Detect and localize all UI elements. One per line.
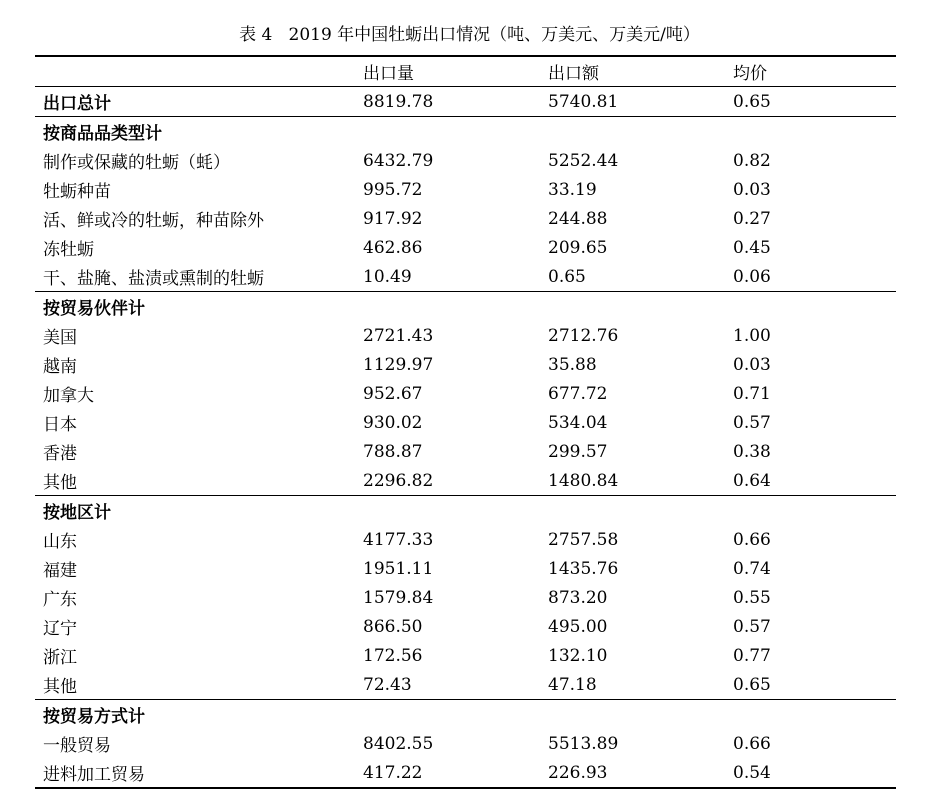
row-label: 浙江 [43, 648, 77, 668]
row-volume: 995.72 [363, 179, 423, 200]
row-value: 2712.76 [548, 325, 619, 346]
section-header [35, 700, 896, 730]
row-price: 0.06 [733, 266, 771, 287]
row-label: 一般贸易 [43, 736, 111, 756]
section-title: 按地区计 [43, 503, 111, 523]
row-price: 0.65 [733, 91, 771, 112]
row-price: 0.27 [733, 208, 771, 229]
row-value: 47.18 [548, 674, 597, 695]
header-category [35, 56, 363, 87]
row-value: 5513.89 [548, 733, 619, 754]
row-price: 0.65 [733, 674, 771, 695]
row-label: 冻牡蛎 [43, 240, 94, 260]
row-volume: 462.86 [363, 237, 423, 258]
row-value: 226.93 [548, 762, 608, 783]
row-volume: 1579.84 [363, 587, 434, 608]
row-value: 0.65 [548, 266, 586, 287]
row-value: 534.04 [548, 412, 608, 433]
row-value: 5252.44 [548, 150, 619, 171]
row-price: 0.54 [733, 762, 771, 783]
row-value: 33.19 [548, 179, 597, 200]
row-label: 其他 [43, 677, 77, 697]
row-price: 0.03 [733, 354, 771, 375]
row-label: 干、盐腌、盐渍或熏制的牡蛎 [43, 269, 264, 289]
table-row [35, 146, 896, 175]
row-volume: 2296.82 [363, 470, 434, 491]
header-row [35, 56, 896, 87]
table-row [35, 641, 896, 670]
section-title: 按商品品类型计 [43, 124, 162, 144]
table-row [35, 466, 896, 496]
row-price: 0.45 [733, 237, 771, 258]
row-volume: 1951.11 [363, 558, 434, 579]
table-body [35, 87, 896, 789]
row-price: 0.66 [733, 529, 771, 550]
row-volume: 866.50 [363, 616, 423, 637]
row-volume: 8819.78 [363, 91, 434, 112]
table-row [35, 612, 896, 641]
row-label: 福建 [43, 561, 77, 581]
table-row [35, 321, 896, 350]
row-label: 其他 [43, 473, 77, 493]
row-value: 5740.81 [548, 91, 619, 112]
row-value: 1435.76 [548, 558, 619, 579]
row-price: 1.00 [733, 325, 771, 346]
table-row [35, 408, 896, 437]
row-volume: 72.43 [363, 674, 412, 695]
row-label: 广东 [43, 590, 77, 610]
section-header [35, 292, 896, 322]
row-volume: 172.56 [363, 645, 423, 666]
row-price: 0.64 [733, 470, 771, 491]
row-price: 0.77 [733, 645, 771, 666]
row-label: 制作或保藏的牡蛎（蚝） [43, 153, 230, 173]
row-volume: 2721.43 [363, 325, 434, 346]
row-price: 0.66 [733, 733, 771, 754]
table-row [35, 758, 896, 788]
row-label: 牡蛎种苗 [43, 182, 111, 202]
row-volume: 8402.55 [363, 733, 434, 754]
row-value: 132.10 [548, 645, 608, 666]
row-value: 35.88 [548, 354, 597, 375]
row-price: 0.57 [733, 616, 771, 637]
row-volume: 10.49 [363, 266, 412, 287]
table-row [35, 670, 896, 700]
row-volume: 1129.97 [363, 354, 434, 375]
row-volume: 930.02 [363, 412, 423, 433]
section-title: 按贸易方式计 [43, 707, 145, 727]
total-row [35, 87, 896, 117]
row-price: 0.03 [733, 179, 771, 200]
table-row [35, 554, 896, 583]
row-label: 日本 [43, 415, 77, 435]
row-price: 0.74 [733, 558, 771, 579]
row-price: 0.71 [733, 383, 771, 404]
row-price: 0.38 [733, 441, 771, 462]
table-row [35, 350, 896, 379]
row-value: 873.20 [548, 587, 608, 608]
row-value: 209.65 [548, 237, 608, 258]
row-label: 美国 [43, 328, 77, 348]
row-label: 辽宁 [43, 619, 77, 639]
table-row [35, 204, 896, 233]
table-row [35, 583, 896, 612]
section-title: 按贸易伙伴计 [43, 299, 145, 319]
row-volume: 788.87 [363, 441, 423, 462]
row-value: 2757.58 [548, 529, 619, 550]
row-label: 香港 [43, 444, 77, 464]
row-value: 244.88 [548, 208, 608, 229]
table-title: 表 4 2019 年中国牡蛎出口情况（吨、万美元、万美元/吨） [239, 25, 700, 45]
header-volume: 出口量 [363, 64, 414, 84]
row-label: 出口总计 [43, 94, 111, 114]
row-volume: 417.22 [363, 762, 423, 783]
row-price: 0.57 [733, 412, 771, 433]
row-label: 活、鲜或冷的牡蛎，种苗除外 [43, 211, 264, 231]
section-header [35, 117, 896, 147]
table-row [35, 525, 896, 554]
table-row [35, 379, 896, 408]
row-value: 677.72 [548, 383, 608, 404]
row-value: 299.57 [548, 441, 608, 462]
table-row [35, 729, 896, 758]
row-label: 加拿大 [43, 386, 94, 406]
row-volume: 952.67 [363, 383, 423, 404]
row-label: 山东 [43, 532, 77, 552]
row-value: 495.00 [548, 616, 608, 637]
row-value: 1480.84 [548, 470, 619, 491]
export-table [35, 55, 896, 789]
header-unit-price: 均价 [733, 64, 767, 84]
row-label: 进料加工贸易 [43, 765, 145, 785]
row-volume: 4177.33 [363, 529, 434, 550]
table-row [35, 262, 896, 292]
section-header [35, 496, 896, 526]
table-row [35, 175, 896, 204]
table-row [35, 233, 896, 262]
table-row [35, 437, 896, 466]
row-volume: 917.92 [363, 208, 423, 229]
header-value: 出口额 [548, 64, 599, 84]
row-volume: 6432.79 [363, 150, 434, 171]
row-label: 越南 [43, 357, 77, 377]
row-price: 0.82 [733, 150, 771, 171]
row-price: 0.55 [733, 587, 771, 608]
